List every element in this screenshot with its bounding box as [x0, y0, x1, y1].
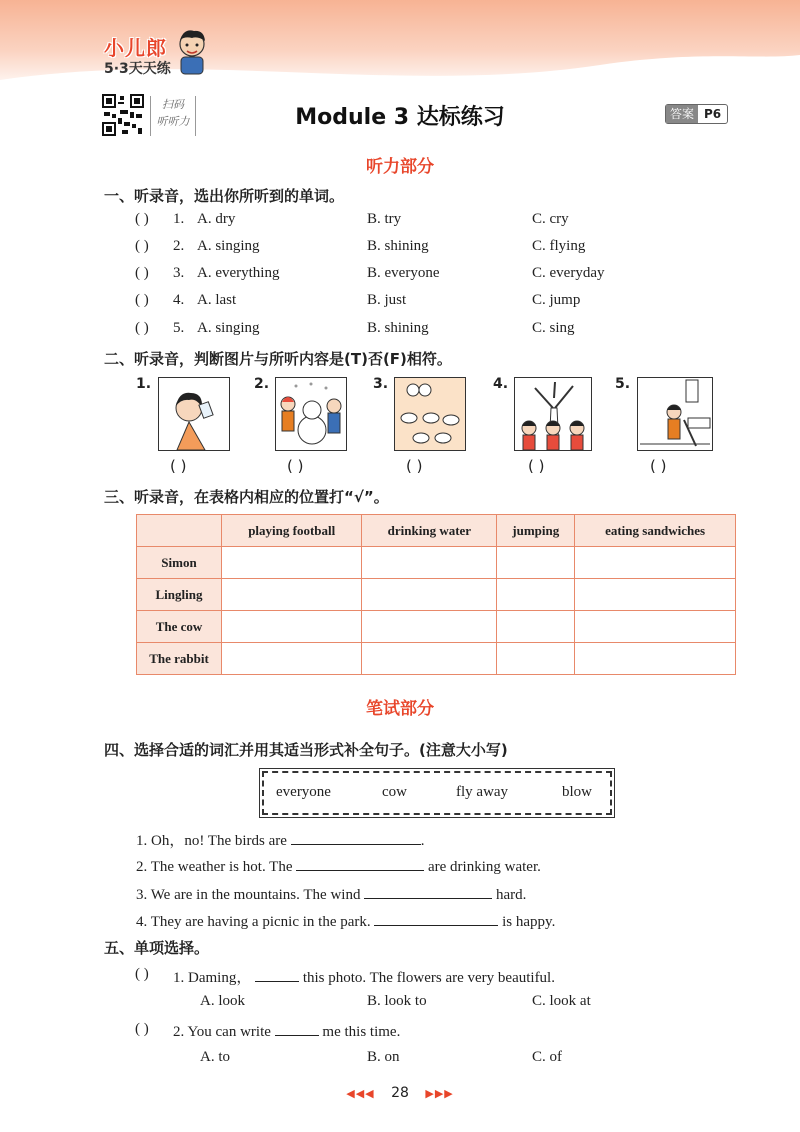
answer-paren[interactable]: ( ): [135, 320, 149, 336]
q1-item-3: [135, 265, 735, 287]
q5-item-1-options: [135, 993, 735, 1015]
option-c[interactable]: C. look at: [532, 993, 591, 1009]
option-b: B. everyone: [367, 265, 440, 281]
item-number: 4.: [173, 292, 185, 308]
column-header: drinking water: [362, 515, 497, 547]
right-arrows-icon: ▶▶▶: [425, 1087, 454, 1100]
option-c[interactable]: C. of: [532, 1049, 562, 1065]
check-cell[interactable]: [575, 643, 736, 675]
option-b: B. just: [367, 292, 407, 308]
check-cell[interactable]: [497, 611, 575, 643]
scan-label-line-2: 听听力: [156, 115, 190, 128]
check-cell[interactable]: [362, 611, 497, 643]
question-1-title: 一、听录音，选出你所听到的单词。: [104, 187, 345, 205]
page-footer: [0, 1085, 800, 1101]
check-cell[interactable]: [362, 643, 497, 675]
check-cell[interactable]: [222, 643, 362, 675]
answer-paren[interactable]: ( ): [135, 966, 149, 982]
check-cell[interactable]: [575, 579, 736, 611]
question-2-title: 二、听录音，判断图片与所听内容是(T)否(F)相符。: [104, 350, 452, 368]
check-cell[interactable]: [497, 579, 575, 611]
answer-blank[interactable]: [291, 830, 421, 845]
stem-text: me this time.: [322, 1024, 401, 1040]
option-a: A. singing: [197, 238, 260, 254]
picture-number: 4.: [493, 376, 509, 392]
check-cell[interactable]: [497, 643, 575, 675]
check-cell[interactable]: [362, 579, 497, 611]
question-stem: [173, 966, 555, 987]
answer-paren[interactable]: ( ): [135, 265, 149, 281]
stem-text: 2. You can write: [173, 1024, 271, 1040]
answer-blank[interactable]: [374, 911, 498, 926]
picture-answer-paren[interactable]: ( ): [406, 457, 423, 475]
row-header: Lingling: [137, 579, 222, 611]
table-row: [137, 611, 736, 643]
listening-section-heading: 听力部分: [366, 157, 434, 177]
fill-sentence-2: [136, 856, 541, 876]
table-row: [137, 643, 736, 675]
item-number: 1.: [173, 211, 185, 227]
picture-number: 3.: [373, 376, 389, 392]
brand-logo-text: 小儿郎: [104, 36, 167, 60]
option-c: C. jump: [532, 292, 581, 308]
option-a: A. last: [197, 292, 237, 308]
answer-blank[interactable]: [275, 1021, 319, 1036]
answer-page-tag[interactable]: [665, 104, 728, 124]
kids-snowman-picture-icon: [275, 377, 347, 451]
fill-sentence-4: [136, 911, 555, 931]
sentence-text: 1. Oh，no! The birds are: [136, 833, 287, 849]
option-b: B. shining: [367, 320, 429, 336]
table-row: [137, 547, 736, 579]
question-3-title: 三、听录音，在表格内相应的位置打“√”。: [104, 488, 389, 506]
row-header: The cow: [137, 611, 222, 643]
sentence-text: 2. The weather is hot. The: [136, 859, 293, 875]
sentence-text: 4. They are having a picnic in the park.: [136, 914, 371, 930]
answer-paren[interactable]: ( ): [135, 238, 149, 254]
girl-drinking-picture-icon: [158, 377, 230, 451]
fill-sentence-1: [136, 829, 424, 850]
table-corner-cell: [137, 515, 222, 547]
answer-paren[interactable]: ( ): [135, 292, 149, 308]
column-header: jumping: [497, 515, 575, 547]
column-header: eating sandwiches: [575, 515, 736, 547]
item-number: 3.: [173, 265, 185, 281]
check-cell[interactable]: [575, 611, 736, 643]
word-bank-box: [262, 771, 612, 815]
option-a[interactable]: A. to: [200, 1049, 230, 1065]
sentence-text: is happy.: [502, 914, 556, 930]
sentence-text: 3. We are in the mountains. The wind: [136, 887, 361, 903]
q1-item-5: [135, 320, 735, 342]
table-row: [137, 579, 736, 611]
check-cell[interactable]: [575, 547, 736, 579]
checklist-table: [136, 514, 736, 675]
sentence-text: .: [420, 833, 425, 849]
question-stem: [173, 1021, 400, 1041]
item-number: 2.: [173, 238, 185, 254]
page-title: Module 3 达标练习: [295, 105, 505, 130]
page-number: 28: [391, 1085, 409, 1101]
ducks-picture-icon: [394, 377, 466, 451]
option-a: A. dry: [197, 211, 236, 227]
answer-label: 答案: [666, 105, 698, 123]
picture-answer-paren[interactable]: ( ): [650, 457, 667, 475]
q5-item-2-options: [135, 1049, 735, 1071]
q5-item-2: [135, 1021, 735, 1043]
stem-text: 1. Daming，: [173, 970, 252, 986]
answer-blank[interactable]: [296, 856, 424, 871]
answer-paren[interactable]: ( ): [135, 211, 149, 227]
option-b[interactable]: B. look to: [367, 993, 427, 1009]
q5-item-1: [135, 966, 755, 988]
option-a[interactable]: A. look: [200, 993, 245, 1009]
option-a: A. everything: [197, 265, 280, 281]
option-c: C. cry: [532, 211, 569, 227]
fill-sentence-3: [136, 884, 526, 904]
picture-number: 5.: [615, 376, 631, 392]
answer-paren[interactable]: ( ): [135, 1021, 149, 1037]
option-c: C. flying: [532, 238, 586, 254]
option-a: A. singing: [197, 320, 260, 336]
check-cell[interactable]: [497, 547, 575, 579]
answer-page-ref: P6: [704, 107, 722, 121]
boy-mascot-icon: [172, 28, 212, 76]
answer-blank[interactable]: [364, 884, 492, 899]
check-cell[interactable]: [222, 579, 362, 611]
writing-section-heading: 笔试部分: [366, 699, 434, 719]
girl-sweeping-picture-icon: [637, 377, 713, 451]
question-5-title: 五、单项选择。: [104, 939, 210, 957]
picture-answer-paren[interactable]: ( ): [287, 457, 304, 475]
question-4-title: 四、选择合适的词汇并用其适当形式补全句子。(注意大小写): [104, 741, 508, 759]
row-header: Simon: [137, 547, 222, 579]
q1-item-4: [135, 292, 735, 314]
sentence-text: hard.: [495, 887, 527, 903]
picture-number: 1.: [136, 376, 152, 392]
picture-answer-paren[interactable]: ( ): [170, 457, 187, 475]
check-cell[interactable]: [362, 547, 497, 579]
series-name: 5·3天天练: [104, 61, 171, 77]
row-header: The rabbit: [137, 643, 222, 675]
picture-number: 2.: [254, 376, 270, 392]
q1-item-2: [135, 238, 735, 260]
option-c: C. sing: [532, 320, 575, 336]
sentence-text: are drinking water.: [428, 859, 541, 875]
left-arrows-icon: ◀◀◀: [346, 1087, 375, 1100]
table-header-row: [137, 515, 736, 547]
q1-item-1: [135, 211, 735, 233]
option-b: B. shining: [367, 238, 429, 254]
option-b[interactable]: B. on: [367, 1049, 400, 1065]
option-b: B. try: [367, 211, 402, 227]
check-cell[interactable]: [222, 611, 362, 643]
word-bank-item: everyone: [276, 784, 331, 800]
column-header: playing football: [222, 515, 362, 547]
word-bank-item: cow: [382, 784, 407, 800]
answer-blank[interactable]: [255, 967, 299, 982]
word-bank-item: fly away: [456, 784, 509, 800]
children-under-tree-picture-icon: [514, 377, 592, 451]
word-bank-item: blow: [562, 784, 592, 800]
stem-text: this photo. The flowers are very beautiful.: [302, 970, 555, 986]
option-c: C. everyday: [532, 265, 605, 281]
item-number: 5.: [173, 320, 185, 336]
scan-label-line-1: 扫码: [162, 98, 184, 111]
picture-answer-paren[interactable]: ( ): [528, 457, 545, 475]
check-cell[interactable]: [222, 547, 362, 579]
